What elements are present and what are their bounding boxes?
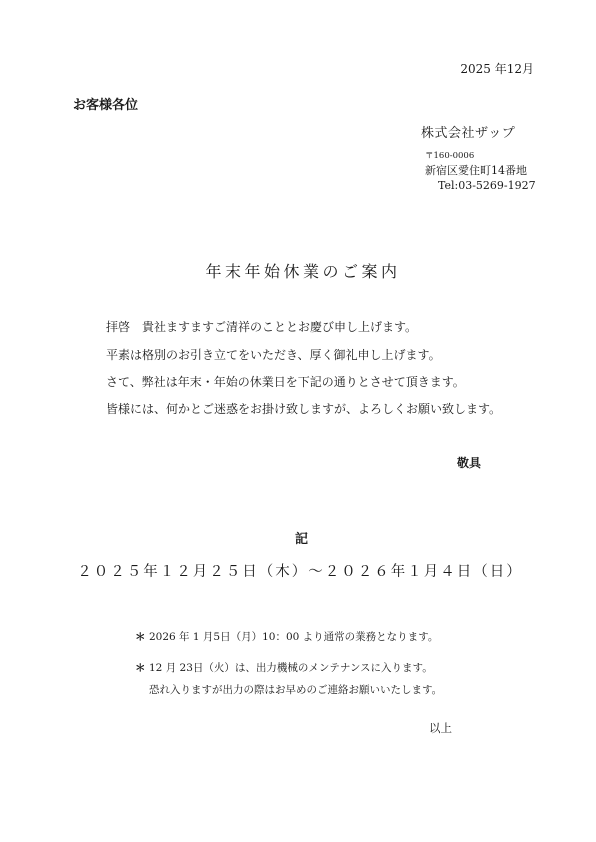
- holiday-period: ２０２５年１２月２５日（木）～２０２６年１月４日（日）: [77, 564, 523, 580]
- company-address: 新宿区愛住町14番地: [425, 164, 527, 177]
- issue-date: 2025 年12月: [460, 62, 534, 76]
- note-item: [135, 660, 433, 675]
- asterisk-icon: ＊: [135, 662, 146, 674]
- notice-title: 年末年始休業のご案内: [205, 262, 401, 281]
- closing-ijo: 以上: [429, 721, 452, 735]
- record-heading: 記: [294, 532, 308, 547]
- closing-keigu: 敬具: [457, 456, 482, 470]
- postal-code: 〒160-0006: [425, 151, 475, 161]
- note-text: 2026 年 1 月5日（月）10：00 より通常の業務となります。: [149, 631, 439, 643]
- company-tel: Tel:03-5269-1927: [438, 179, 536, 192]
- recipient: お客様各位: [73, 98, 139, 113]
- body-line: さて、弊社は年末・年始の休業日を下記の通りとさせて頂きます。: [106, 375, 465, 389]
- asterisk-icon: ＊: [135, 631, 146, 643]
- body-line: 皆様には、何かとご迷惑をお掛け致しますが、よろしくお願い致します。: [106, 402, 502, 416]
- body-line: 拝啓 貴社ますますご清祥のこととお慶び申し上げます。: [106, 320, 418, 334]
- body-line: 平素は格別のお引き立てをいただき、厚く御礼申し上げます。: [106, 348, 441, 362]
- note-text: 12 月 23日（火）は、出力機械のメンテナンスに入ります。: [149, 662, 433, 674]
- note-text-continued: 恐れ入りますが出力の際はお早めのご連絡お願いいたします。: [149, 684, 443, 696]
- company-name: 株式会社ザップ: [421, 126, 516, 141]
- note-item: [135, 629, 438, 644]
